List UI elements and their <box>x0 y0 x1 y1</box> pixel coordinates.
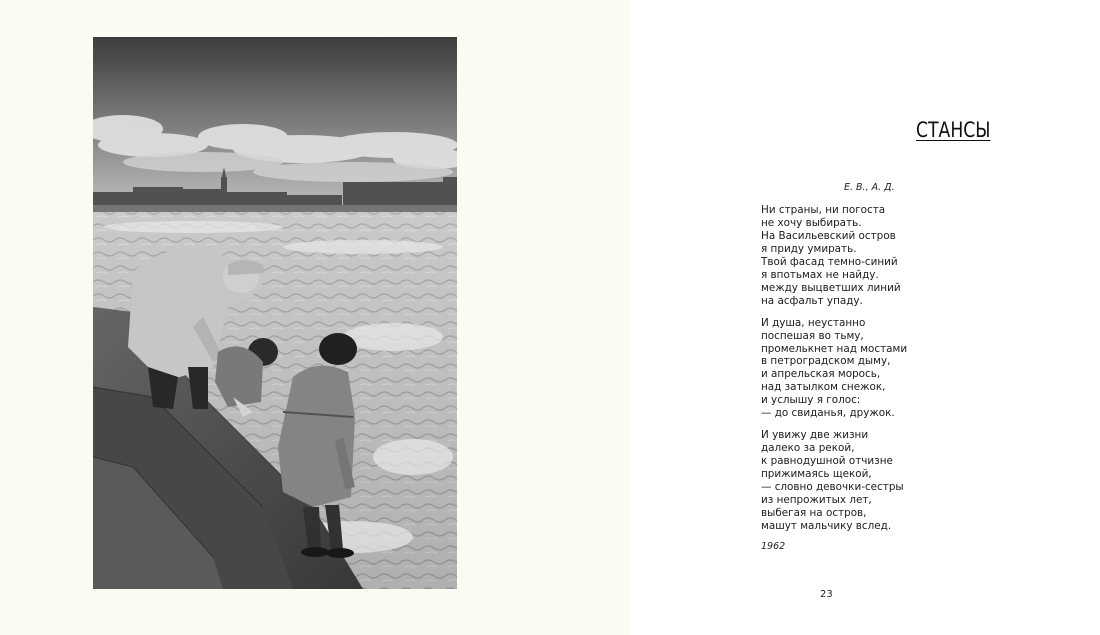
poem-line: к равнодушной отчизне <box>761 455 893 468</box>
poem-line: из непрожитых лет, <box>761 494 872 507</box>
poem-line: прижимаясь щекой, <box>761 468 872 481</box>
poem-line: и апрельская морось, <box>761 368 881 381</box>
poem-line: не хочу выбирать. <box>761 216 862 229</box>
stanza-2 <box>761 317 961 421</box>
poem-line: в петроградском дыму, <box>761 355 891 368</box>
stanza-1 <box>761 204 961 308</box>
poem-line: И увижу две жизни <box>761 429 869 442</box>
stanza-3 <box>761 429 961 533</box>
poem-text <box>761 204 961 542</box>
poem-line: — словно девочки-сестры <box>761 481 904 494</box>
poem-dedication: Е. В., А. Д. <box>844 182 895 193</box>
poem-line: я впотьмах не найду. <box>761 268 879 281</box>
poem-line: выбегая на остров, <box>761 506 867 519</box>
poem-year: 1962 <box>761 541 786 552</box>
poem-line: На Васильевский остров <box>761 229 896 242</box>
poem-line: Твой фасад темно-синий <box>761 255 898 268</box>
poem-line: промелькнет над мостами <box>761 342 908 355</box>
poem-line: я приду умирать. <box>761 242 857 255</box>
poem-line: и услышу я голос: <box>761 394 861 407</box>
poem-title: СТАНСЫ <box>916 118 991 142</box>
poem-line: над затылком снежок, <box>761 381 886 394</box>
poem-line: поспешая во тьму, <box>761 329 864 342</box>
photograph <box>93 37 457 589</box>
poem-line: на асфальт упаду. <box>761 294 863 307</box>
poem-line: — до свиданья, дружок. <box>761 407 895 420</box>
poem-line: И душа, неустанно <box>761 316 866 329</box>
right-page <box>630 0 1100 635</box>
poem-line: машут мальчику вслед. <box>761 519 892 532</box>
page-number: 23 <box>820 589 833 600</box>
poem-line: далеко за рекой, <box>761 442 855 455</box>
poem-line: Ни страны, ни погоста <box>761 204 886 216</box>
poem-line: между выцветших линий <box>761 281 901 294</box>
